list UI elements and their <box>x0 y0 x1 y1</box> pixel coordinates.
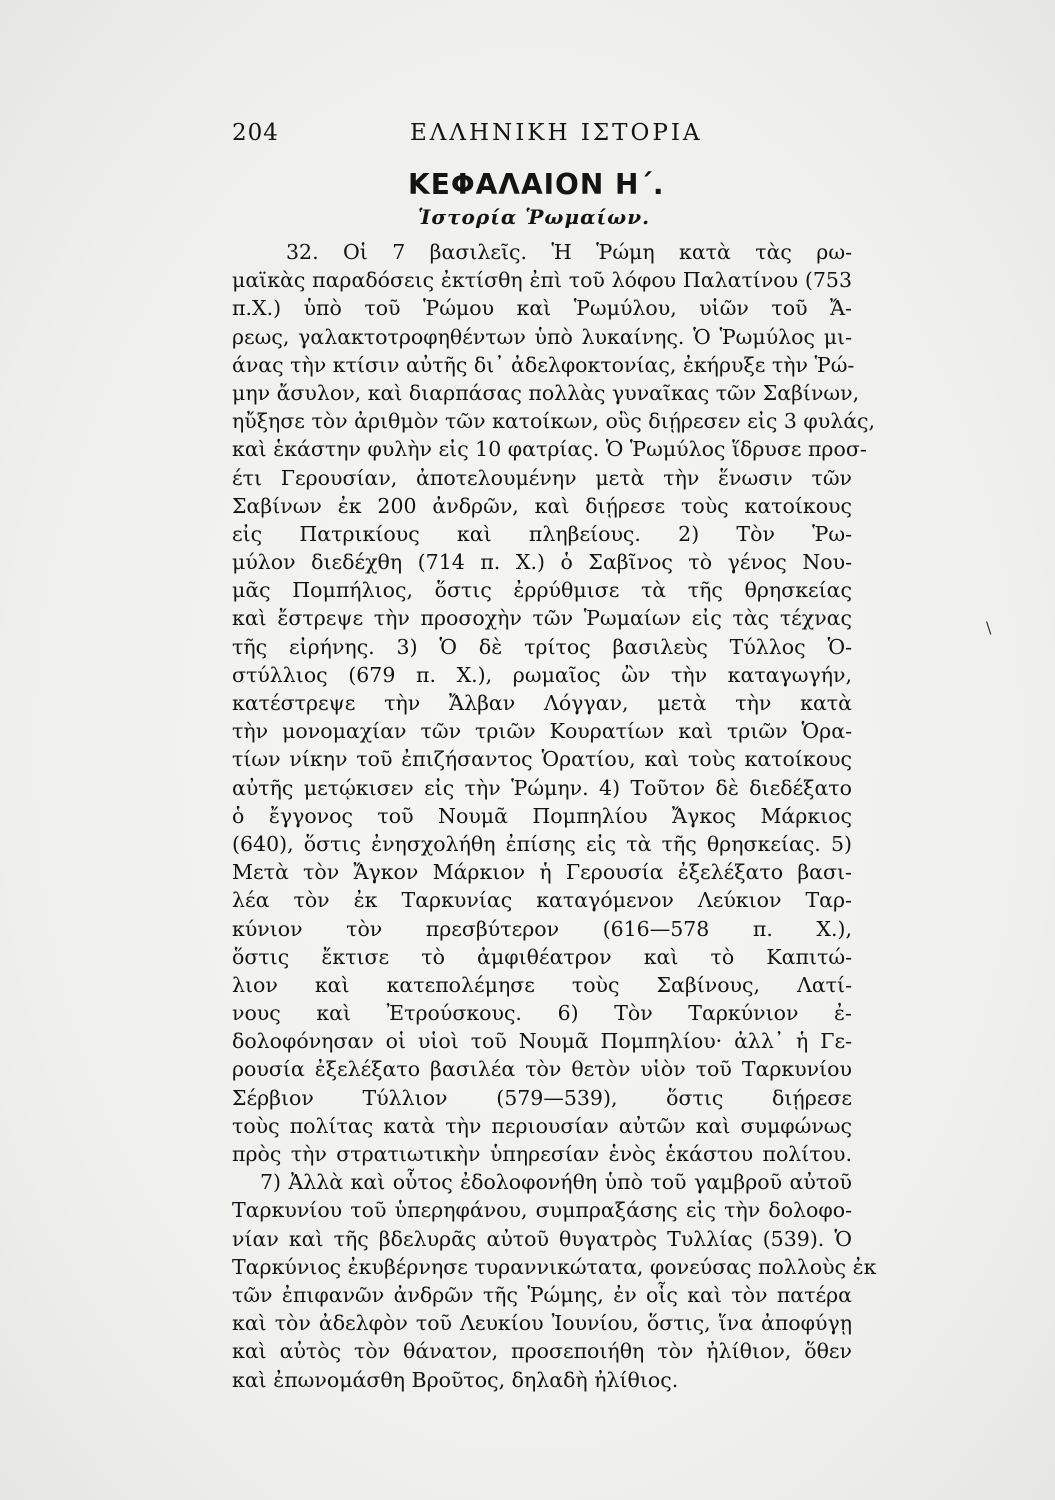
text-line: ρουσία ἐξελέξατο βασιλέα τὸν θετὸν υἱὸν τοῦ Ταρκυνίου <box>232 1057 852 1082</box>
text-line: καὶ ἑκάστην φυλὴν εἰς 10 φατρίας. Ὁ Ῥωμύλος ἵδρυσε προσ- <box>232 437 867 462</box>
text-line: ηὔξησε τὸν ἀριθμὸν τῶν κατοίκων, οὓς διῄρεσεν εἰς 3 φυλάς, <box>232 409 876 434</box>
chapter-heading: ΚΕΦΑΛΑΙΟΝ Η΄. <box>408 168 665 201</box>
margin-mark: \ <box>986 618 992 637</box>
text-line: τὴν μονομαχίαν τῶν τριῶν Κουρατίων καὶ τριῶν Ὁρα- <box>232 719 852 744</box>
text-line: μᾶς Πομπήλιος, ὅστις ἐρρύθμισε τὰ τῆς θρησκείας <box>232 578 852 603</box>
text-line: τῆς εἰρήνης. 3) Ὁ δὲ τρίτος βασιλεὺς Τύλλος Ὁ- <box>232 634 852 659</box>
text-line: νους καὶ Ἐτρούσκους. 6) Τὸν Ταρκύνιον ἐ- <box>232 1001 852 1026</box>
text-line: καὶ τὸν ἀδελφὸν τοῦ Λευκίου Ἰουνίου, ὅστις, ἵνα ἀποφύγῃ <box>232 1311 852 1336</box>
text-line: μύλον διεδέχθη (714 π. Χ.) ὁ Σαβῖνος τὸ γένος Νου- <box>232 550 852 575</box>
text-line: νίαν καὶ τῆς βδελυρᾶς αὐτοῦ θυγατρὸς Τυλλίας (539). Ὁ <box>232 1226 852 1251</box>
text-line: ὅστις ἔκτισε τὸ ἀμφιθέατρον καὶ τὸ Καπιτώ- <box>232 944 852 969</box>
running-title: ΕΛΛΗΝΙΚΗ ΙΣΤΟΡΙΑ <box>410 120 703 146</box>
text-line: καὶ ἔστρεψε τὴν προσοχὴν τῶν Ῥωμαίων εἰς τὰς τέχνας <box>232 606 852 631</box>
text-line: έτι Γερουσίαν, ἀποτελουμένην μετὰ τὴν ἕνωσιν τῶν <box>232 465 852 490</box>
text-line: Μετὰ τὸν Ἄγκον Μάρκιον ἡ Γερουσία ἐξελέξατο βασι- <box>232 860 852 885</box>
text-line: λέα τὸν ἐκ Ταρκυνίας καταγόμενον Λεύκιον Ταρ- <box>232 888 852 913</box>
text-line: 32. Οἱ 7 βασιλεῖς. Ἡ Ῥώμη κατὰ τὰς ρω- <box>286 240 852 264</box>
text-line: άνας τὴν κτίσιν αὐτῆς δι᾽ ἀδελφοκτονίας, ἐκήρυξε τὴν Ῥώ- <box>232 352 855 377</box>
text-line: 7) Ἀλλὰ καὶ οὗτος ἐδολοφονήθη ὑπὸ τοῦ γαμβροῦ αὐτοῦ <box>260 1170 852 1195</box>
text-line: εἰς Πατρικίους καὶ πληβείους. 2) Τὸν Ῥω- <box>232 521 852 546</box>
text-line: κατέστρεψε τὴν Ἄλβαν Λόγγαν, μετὰ τὴν κατὰ <box>232 691 852 715</box>
text-line: π.Χ.) ὑπὸ τοῦ Ῥώμου καὶ Ῥωμύλου, υἱῶν τοῦ Ἄ- <box>232 296 852 321</box>
text-line: τῶν ἐπιφανῶν ἀνδρῶν τῆς Ῥώμης, ἐν οἷς καὶ τὸν πατέρα <box>232 1282 852 1307</box>
text-line: αὐτῆς μετῴκισεν εἰς τὴν Ῥώμην. 4) Τοῦτον δὲ διεδέξατο <box>232 775 852 800</box>
text-line: στύλλιος (679 π. Χ.), ρωμαῖος ὢν τὴν καταγωγήν, <box>232 662 852 687</box>
text-line: πρὸς τὴν στρατιωτικὴν ὑπηρεσίαν ἑνὸς ἑκάστου πολίτου. <box>232 1142 852 1166</box>
section-title: Ἱστορία Ῥωμαίων. <box>418 205 651 229</box>
text-line: τίων νίκην τοῦ ἐπιζήσαντος Ὁρατίου, καὶ τοὺς κατοίκους <box>232 747 852 772</box>
text-line: μαϊκὰς παραδόσεις ἐκτίσθη ἐπὶ τοῦ λόφου Παλατίνου (753 <box>232 268 852 293</box>
text-line: ρεως, γαλακτοτροφηθέντων ὑπὸ λυκαίνης. Ὁ Ῥωμύλος μι- <box>232 324 852 349</box>
text-line: ὁ ἔγγονος τοῦ Νουμᾶ Πομπηλίου Ἄγκος Μάρκιος <box>232 803 852 828</box>
text-line: κύνιον τὸν πρεσβύτερον (616—578 π. Χ.), <box>232 916 852 941</box>
running-head <box>232 120 872 156</box>
text-line: δολοφόνησαν οἱ υἱοὶ τοῦ Νουμᾶ Πομπηλίου· ἀλλ᾽ ἡ Γε- <box>232 1029 852 1054</box>
text-line: Σέρβιον Τύλλιον (579—539), ὅστις διῄρεσε <box>232 1085 852 1110</box>
text-line: μην ἄσυλον, καὶ διαρπάσας πολλὰς γυναῖκας τῶν Σαβίνων, <box>232 380 860 405</box>
text-line: τοὺς πολίτας κατὰ τὴν περιουσίαν αὐτῶν καὶ συμφώνως <box>232 1113 852 1138</box>
text-line: Σαβίνων ἐκ 200 ἀνδρῶν, καὶ διῄρεσε τοὺς κατοίκους <box>232 493 852 518</box>
text-line: καὶ ἐπωνομάσθη Βροῦτος, δηλαδὴ ἠλίθιος. <box>232 1367 679 1392</box>
text-line: λιον καὶ κατεπολέμησε τοὺς Σαβίνους, Λατί- <box>232 972 852 997</box>
body-text <box>232 238 877 1394</box>
text-line: (640), ὅστις ἐνησχολήθη ἐπίσης εἰς τὰ τῆς θρησκείας. 5) <box>232 831 852 856</box>
text-line: Ταρκυνίου τοῦ ὑπερηφάνου, συμπραξάσης εἰς τὴν δολοφο- <box>232 1198 852 1223</box>
page-number: 204 <box>232 120 279 146</box>
text-line: καὶ αὐτὸς τὸν θάνατον, προσεποιήθη τὸν ἠλίθιον, ὅθεν <box>232 1339 852 1364</box>
text-line: Ταρκύνιος ἐκυβέρνησε τυραννικώτατα, φονεύσας πολλοὺς ἐκ <box>232 1254 877 1279</box>
